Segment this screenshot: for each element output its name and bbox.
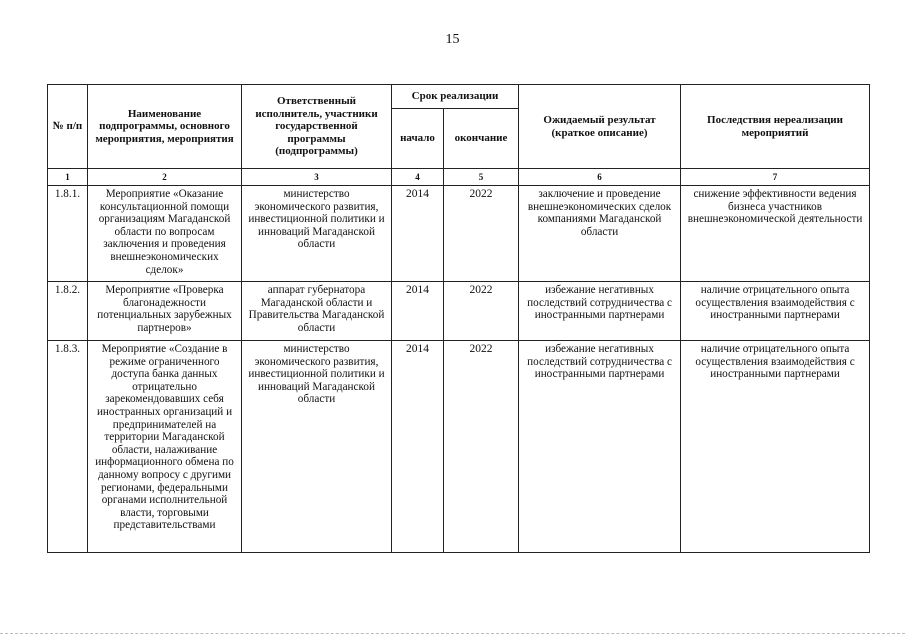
expected-result: избежание негативных последствий сотрудничества с иностранными партнерами xyxy=(519,341,681,553)
header-term: Срок реализации xyxy=(392,85,519,109)
non-implementation-consequences: наличие отрицательного опыта осуществления взаимодействия с иностранными партнерами xyxy=(681,282,870,341)
non-implementation-consequences: наличие отрицательного опыта осуществления взаимодействия с иностранными партнерами xyxy=(681,341,870,553)
column-number: 4 xyxy=(392,169,444,186)
scan-artifact-line xyxy=(0,633,905,635)
expected-result: избежание негативных последствий сотрудничества с иностранными партнерами xyxy=(519,282,681,341)
column-number: 5 xyxy=(444,169,519,186)
start-year: 2014 xyxy=(392,341,444,553)
header-num: № п/п xyxy=(48,85,88,169)
column-number: 2 xyxy=(88,169,242,186)
row-number: 1.8.2. xyxy=(48,282,88,341)
header-consequences: Последствия нереализации мероприятий xyxy=(681,85,870,169)
start-year: 2014 xyxy=(392,282,444,341)
non-implementation-consequences: снижение эффективности ведения бизнеса участников внешнеэкономической деятельности xyxy=(681,186,870,282)
row-number: 1.8.1. xyxy=(48,186,88,282)
responsible-executor: министерство экономического развития, инвестиционной политики и инноваций Магаданской области xyxy=(242,186,392,282)
activity-name: Мероприятие «Создание в режиме ограниченного доступа банка данных отрицательно зарекомендовавших себя иностранных организаций и предпринимателей на территории Магаданской области, налаживание информационного обмена по данному вопросу с другими регионами, федеральными органами исполнительной власти, торговыми представительствами xyxy=(88,341,242,553)
responsible-executor: министерство экономического развития, инвестиционной политики и инноваций Магаданской области xyxy=(242,341,392,553)
activity-name: Мероприятие «Оказание консультационной помощи организациям Магаданской области по вопросам заключения и проведения внешнеэкономических сделок» xyxy=(88,186,242,282)
table-row xyxy=(48,282,870,341)
table-row xyxy=(48,341,870,553)
expected-result: заключение и проведение внешнеэкономических сделок компаниями Магаданской области xyxy=(519,186,681,282)
responsible-executor: аппарат губернатора Магаданской области и Правительства Магаданской области xyxy=(242,282,392,341)
table-row xyxy=(48,186,870,282)
end-year: 2022 xyxy=(444,282,519,341)
end-year: 2022 xyxy=(444,186,519,282)
start-year: 2014 xyxy=(392,186,444,282)
column-number: 3 xyxy=(242,169,392,186)
header-start: начало xyxy=(392,109,444,169)
header-executor: Ответственный исполнитель, участники государственной программы (подпрограммы) xyxy=(242,85,392,169)
page-number: 15 xyxy=(445,32,460,47)
column-number: 7 xyxy=(681,169,870,186)
header-end: окончание xyxy=(444,109,519,169)
program-activities-table xyxy=(47,84,870,553)
end-year: 2022 xyxy=(444,341,519,553)
activity-name: Мероприятие «Проверка благонадежности потенциальных зарубежных партнеров» xyxy=(88,282,242,341)
column-number: 1 xyxy=(48,169,88,186)
header-name: Наименование подпрограммы, основного мероприятия, мероприятия xyxy=(88,85,242,169)
row-number: 1.8.3. xyxy=(48,341,88,553)
header-result: Ожидаемый результат (краткое описание) xyxy=(519,85,681,169)
column-number: 6 xyxy=(519,169,681,186)
